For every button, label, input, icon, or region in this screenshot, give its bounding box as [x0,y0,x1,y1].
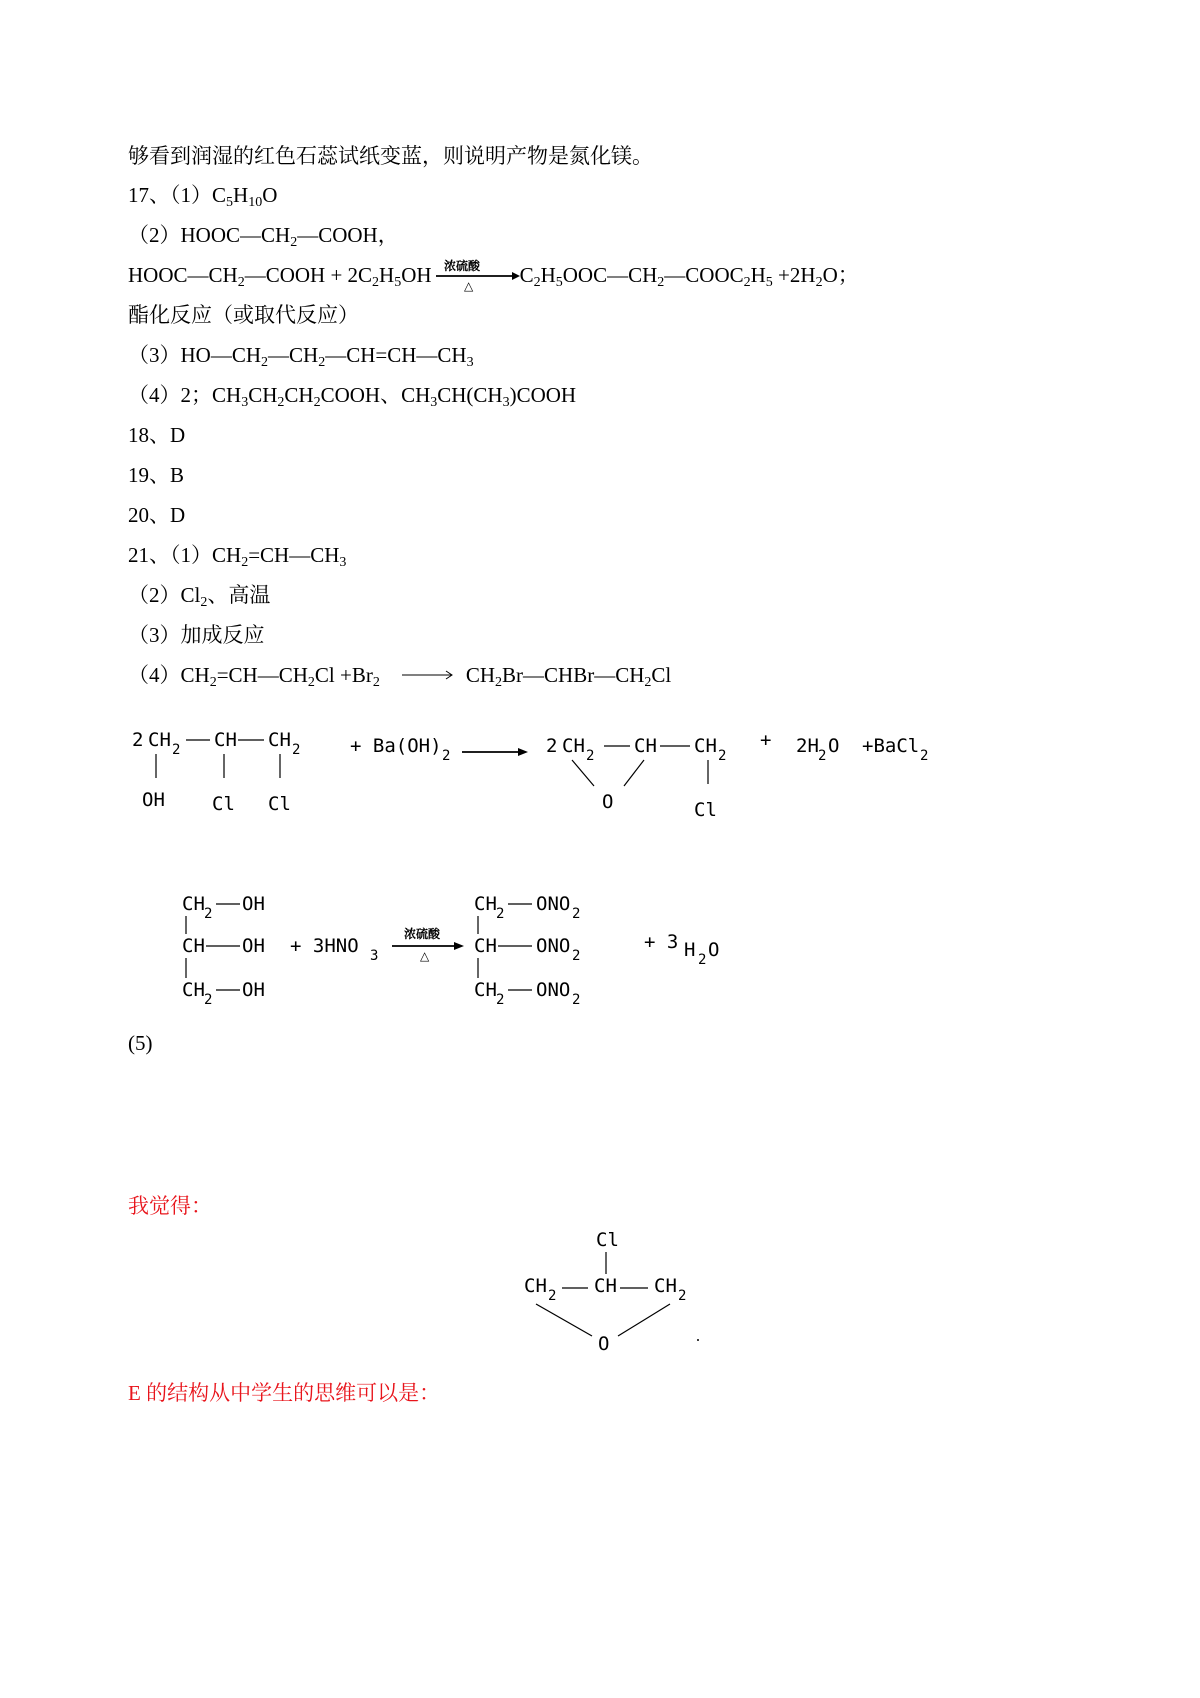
answer-21-3: （3）加成反应 [128,623,265,647]
answer-17-4: （4）2；$CH_3CH_2CH_2COOH$、$CH_3CH(CH_3)COOH$ [128,383,577,410]
answer-18: 18、D [128,423,186,447]
svg-text:CH: CH [182,979,205,1001]
svg-text:CH: CH [694,735,717,757]
svg-text:ONO: ONO [536,893,571,915]
svg-text:CH: CH [182,935,205,957]
opinion-label: 我觉得： [128,1194,212,1218]
answer-17-2: $(2)HOOC—CH_2—COOH$， [128,223,399,250]
svg-text:2: 2 [442,748,451,764]
epoxide-structure-diagram [520,1222,740,1362]
svg-text:+ 3HNO: + 3HNO [290,935,359,957]
conclusion-label: E 的结构从中学生的思维可以是： [128,1381,441,1405]
svg-text:CH: CH [524,1275,547,1297]
svg-text:2: 2 [586,748,595,764]
svg-text:CH: CH [562,735,585,757]
svg-text:CH: CH [214,729,237,751]
svg-text:+ Ba(OH): + Ba(OH) [350,735,442,757]
svg-text:2: 2 [132,729,144,751]
answer-21-1: 21、$(1)CH_2=CH—CH_3$ [128,543,347,570]
svg-text:2: 2 [496,992,505,1008]
svg-text:OH: OH [242,893,265,915]
condition-heat-label: △ [463,279,473,293]
esterification-equation: $HOOC—CH_2—COOH + 2C_2H_5OH$ 浓硫酸 △ $C_2H_5OOC—CH_2—COOC_2H_5 +2H_2O$； [128,259,859,293]
svg-text:2: 2 [546,735,558,757]
svg-text:ONO: ONO [536,979,571,1001]
svg-text:2: 2 [678,1288,687,1304]
answer-21-4: $(4)CH_2=CH—CH_2Cl +Br_2$ $CH_2Br—CHBr—CH_2Cl$ [128,663,672,690]
svg-text:H: H [684,939,696,961]
svg-text:OH: OH [142,789,165,811]
svg-text:+ 3: + 3 [644,931,679,953]
svg-text:Cl: Cl [596,1229,619,1251]
svg-text:OH: OH [242,935,265,957]
svg-text:O: O [598,1333,610,1355]
svg-text:+BaCl: +BaCl [862,735,920,757]
svg-text:CH: CH [474,979,497,1001]
svg-text:2: 2 [204,992,213,1008]
svg-text:CH: CH [654,1275,677,1297]
svg-text:CH: CH [474,893,497,915]
svg-text:2: 2 [572,906,581,922]
svg-text:CH: CH [634,735,657,757]
epoxide-reaction-diagram [120,718,940,828]
svg-text:2: 2 [920,748,929,764]
svg-text:2: 2 [572,948,581,964]
svg-text:2: 2 [718,748,727,764]
answer-17-3: $(3)HO—CH_2—CH_2—CH=CH—CH_3$ [128,343,474,370]
svg-text:Cl: Cl [694,799,717,821]
svg-text:2: 2 [172,742,181,758]
svg-text:CH: CH [474,935,497,957]
svg-text:2: 2 [818,748,827,764]
svg-text:浓硫酸: 浓硫酸 [404,927,441,941]
condition-acid-label: 浓硫酸 [443,259,480,273]
answer-20: 20、D [128,503,186,527]
svg-text:△: △ [420,949,430,963]
answer-21-5: (5) [128,1031,153,1055]
answer-19: 19、B [128,463,185,487]
svg-text:+: + [760,729,772,751]
svg-text:Cl: Cl [212,793,235,815]
svg-text:ONO: ONO [536,935,571,957]
svg-text:O: O [828,735,840,757]
reaction-arrow [432,259,520,293]
nitride-sentence: 够看到润湿的红色石蕊试纸变蓝，则说明产物是氮化镁。 [128,144,653,168]
answer-21-2: $(2)Cl_2$、高温 [128,583,271,610]
svg-text:2: 2 [698,952,707,968]
svg-text:2: 2 [572,992,581,1008]
svg-text:2: 2 [548,1288,557,1304]
svg-text:O: O [708,939,720,961]
svg-text:2: 2 [292,742,301,758]
svg-text:2: 2 [204,906,213,922]
svg-text:CH: CH [148,729,171,751]
nitration-reaction-diagram [170,886,790,1016]
svg-text:3: 3 [370,948,379,964]
svg-text:CH: CH [594,1275,617,1297]
bromination-arrow [380,662,466,688]
svg-text:OH: OH [242,979,265,1001]
svg-text:2: 2 [496,906,505,922]
svg-text:O: O [602,791,614,813]
svg-text:CH: CH [268,729,291,751]
svg-text:Cl: Cl [268,793,291,815]
text-line-nitride [128,143,653,169]
answer-17-1: 17、$(1)C_5H_{10}O$ [128,183,278,210]
reaction-type: 酯化反应（或取代反应） [128,303,359,327]
svg-text:2H: 2H [796,735,819,757]
svg-text:CH: CH [182,893,205,915]
